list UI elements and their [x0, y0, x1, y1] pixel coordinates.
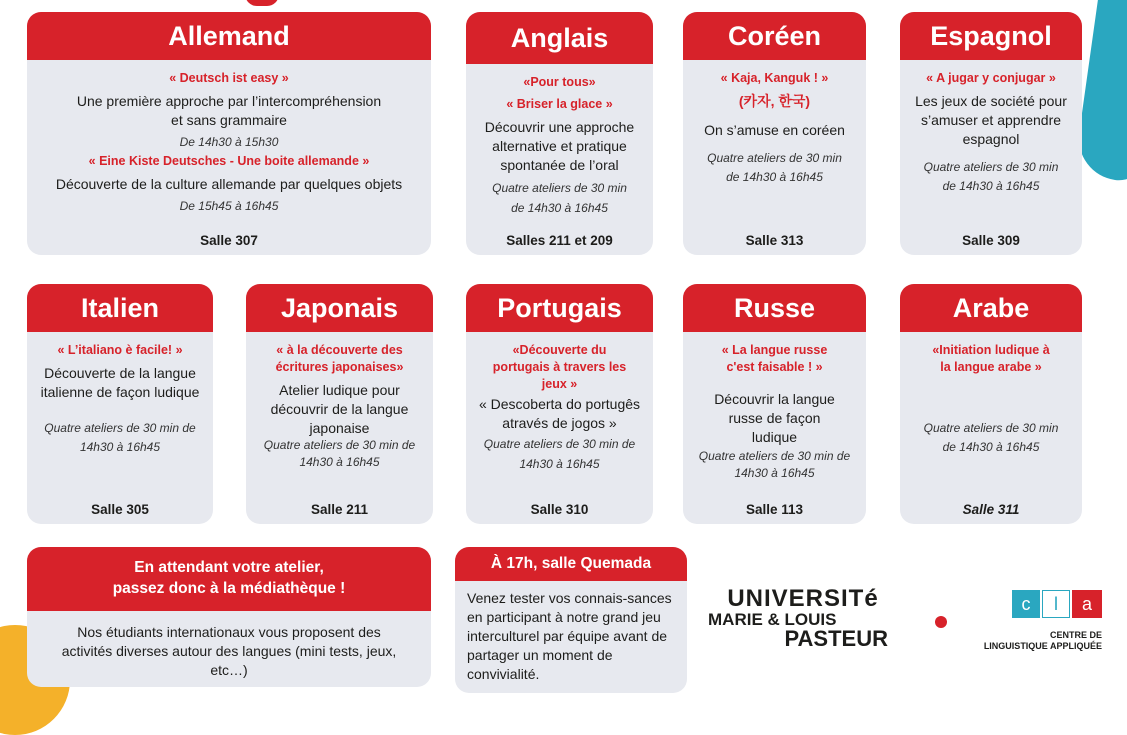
workshop-duration: Quatre ateliers de 30 min — [707, 150, 842, 165]
workshop-description: Les jeux de société pour s’amuser et apprendre espagnol — [915, 92, 1067, 147]
room-label: Salle 313 — [745, 233, 804, 248]
card-arabe — [900, 284, 1082, 524]
room-label: Salle 211 — [310, 502, 369, 517]
card-title: Italien — [27, 284, 213, 332]
card-title: Portugais — [466, 284, 653, 332]
workshop-time: De 15h45 à 16h45 — [179, 198, 279, 213]
mediatheque-title-line1: En attendant votre atelier, — [134, 559, 324, 577]
decorative-red-shape — [245, 0, 279, 6]
red-dot — [935, 616, 947, 628]
card-russe — [683, 284, 866, 524]
card-mediatheque — [27, 547, 431, 687]
mediatheque-title-line2: passez donc à la médiathèque ! — [112, 580, 346, 597]
mediatheque-text: Nos étudiants internationaux vous proposent des activités diverses autour des langues (mini tests, jeux, etc…) — [61, 624, 397, 678]
cla-logo-text — [972, 630, 1102, 652]
workshop-title-korean: (카자, 한국) — [738, 92, 811, 109]
workshop-title: «Découverte du portugais à travers les jeux » — [492, 343, 627, 391]
workshop-description: Découvrir la langue russe de façon ludique — [714, 390, 835, 445]
workshop-description: Une première approche par l’intercompréhension et sans grammaire — [76, 92, 382, 128]
card-allemand — [27, 12, 431, 255]
workshop-time: de 14h30 à 16h45 — [511, 200, 608, 215]
workshop-description: Découvrir une approche alternative et pratique spontanée de l’oral — [484, 118, 635, 173]
room-label: Salle 309 — [962, 233, 1020, 248]
workshop-title: « Briser la glace » — [506, 96, 613, 111]
card-japonais — [246, 284, 433, 524]
quemada-text: Venez tester vos connais-sances en participant à notre grand jeu interculturel par équipe avant de partager un moment de convivialité. — [467, 590, 672, 682]
cla-logo-l: l — [1042, 590, 1070, 618]
workshop-duration: Quatre ateliers de 30 min de — [44, 420, 196, 435]
workshop-description: Atelier ludique pour découvrir de la langue japonaise — [270, 381, 409, 436]
workshop-time: 14h30 à 16h45 — [299, 454, 380, 469]
workshop-title: « Eine Kiste Deutsches - Une boite allemande » — [88, 153, 370, 168]
workshop-title: « L’italiano è facile! » — [57, 343, 183, 357]
workshop-title: « à la découverte des écritures japonaises» — [275, 343, 404, 374]
universite-logo — [708, 587, 898, 650]
cla-logo-a: a — [1072, 590, 1102, 618]
workshop-title: « La langue russe c'est faisable ! » — [721, 343, 828, 374]
cla-logo — [972, 588, 1112, 678]
universite-logo-line1: UNIVERSITé — [727, 585, 879, 612]
workshop-duration: Quatre ateliers de 30 min de — [263, 438, 416, 453]
workshop-duration: Quatre ateliers de 30 min — [923, 420, 1059, 435]
workshop-time: de 14h30 à 16h45 — [942, 439, 1040, 454]
card-title: Coréen — [683, 12, 866, 60]
workshop-title: « Kaja, Kanguk ! » — [720, 71, 829, 85]
workshop-duration: Quatre ateliers de 30 min — [492, 181, 627, 196]
room-label: Salle 310 — [530, 502, 589, 517]
card-title: Anglais — [466, 12, 653, 64]
card-title: Russe — [683, 284, 866, 332]
workshop-description: Découverte de la culture allemande par quelques objets — [55, 175, 403, 192]
card-portugais — [466, 284, 653, 524]
workshop-time: De 14h30 à 15h30 — [179, 134, 279, 149]
workshop-duration: Quatre ateliers de 30 min de — [483, 437, 636, 452]
room-label: Salle 113 — [745, 502, 804, 517]
workshop-time: 14h30 à 16h45 — [519, 456, 600, 471]
card-title: Arabe — [900, 284, 1082, 332]
workshop-title: « A jugar y conjugar » — [926, 71, 1056, 85]
room-label: Salle 307 — [200, 233, 258, 248]
universite-logo-line2: MARIE & LOUIS — [708, 610, 837, 629]
workshop-time: 14h30 à 16h45 — [79, 439, 161, 454]
room-label: Salles 211 et 209 — [506, 233, 613, 248]
cla-logo-text-line2: LINGUISTIQUE APPLIQUÉE — [983, 640, 1102, 651]
room-label: Salle 305 — [91, 502, 149, 517]
card-title: Allemand — [27, 12, 431, 60]
workshop-time: 14h30 à 16h45 — [734, 465, 815, 480]
workshop-duration: Quatre ateliers de 30 min — [923, 159, 1059, 174]
cla-logo-c: c — [1012, 590, 1040, 618]
card-title: Espagnol — [900, 12, 1082, 60]
workshop-title: « Deutsch ist easy » — [169, 71, 289, 85]
card-coreen — [683, 12, 866, 255]
mediatheque-title — [27, 547, 431, 611]
workshop-time: de 14h30 à 16h45 — [726, 169, 823, 184]
workshop-description: On s’amuse en coréen — [704, 121, 845, 138]
quemada-title: À 17h, salle Quemada — [455, 547, 687, 581]
cla-logo-text-line1: CENTRE DE — [1049, 630, 1102, 640]
universite-logo-line3: PASTEUR — [784, 626, 888, 651]
workshop-time: de 14h30 à 16h45 — [942, 178, 1040, 193]
workshop-title: «Initiation ludique à la langue arabe » — [932, 343, 1050, 374]
card-quemada — [455, 547, 687, 693]
card-title: Japonais — [246, 284, 433, 332]
card-italien — [27, 284, 213, 524]
workshop-description: Découverte de la langue italienne de façon ludique — [40, 364, 200, 400]
card-espagnol — [900, 12, 1082, 255]
workshop-duration: Quatre ateliers de 30 min de — [698, 449, 851, 464]
workshop-subtitle: «Pour tous» — [523, 75, 596, 89]
card-anglais — [466, 12, 653, 255]
workshop-description: « Descoberta do portugês através de jogos » — [478, 395, 641, 431]
room-label: Salle 311 — [962, 502, 1020, 517]
